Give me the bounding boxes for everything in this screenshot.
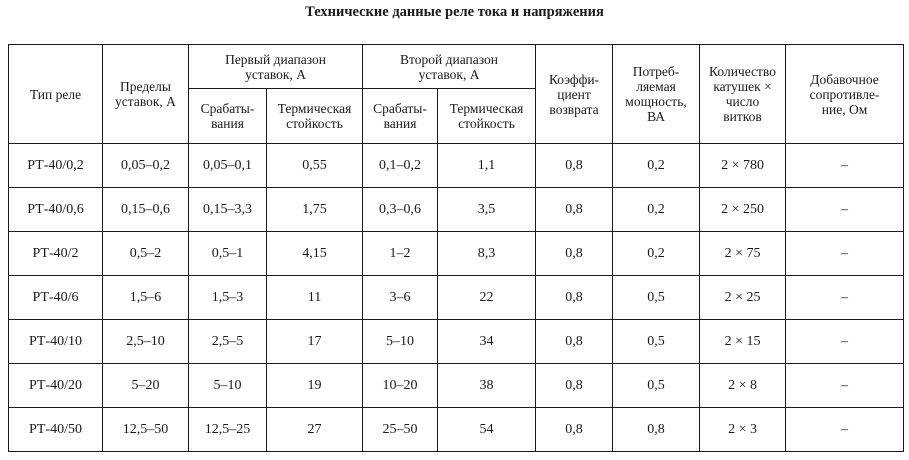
- table-row: [9, 408, 904, 452]
- table-cell: 0,05–0,2: [103, 144, 189, 188]
- header-coils-turns: Количество катушек × число витков: [700, 45, 786, 144]
- table-cell: 12,5–50: [103, 408, 189, 452]
- header-additional-resistance: Добавочное сопротивле- ние, Ом: [786, 45, 904, 144]
- table-cell: РТ-40/0,6: [9, 188, 103, 232]
- table-cell: 25–50: [363, 408, 438, 452]
- table-cell: 10–20: [363, 364, 438, 408]
- table-cell: 2 × 780: [700, 144, 786, 188]
- table-cell: 0,8: [536, 144, 613, 188]
- table-cell: –: [786, 408, 904, 452]
- table-cell: 0,8: [536, 364, 613, 408]
- table-row: [9, 320, 904, 364]
- table-cell: 1,5–6: [103, 276, 189, 320]
- table-cell: 0,3–0,6: [363, 188, 438, 232]
- table-row: [9, 188, 904, 232]
- table-cell: 1–2: [363, 232, 438, 276]
- table-cell: 3–6: [363, 276, 438, 320]
- table-cell: 0,5: [613, 320, 700, 364]
- table-cell: 5–10: [363, 320, 438, 364]
- table-body: [9, 144, 904, 452]
- table-cell: 17: [267, 320, 363, 364]
- table-cell: 0,8: [536, 408, 613, 452]
- header-relay-type: Тип реле: [9, 45, 103, 144]
- table-cell: 4,15: [267, 232, 363, 276]
- header-first-range-thermal: Термическая стойкость: [267, 89, 363, 144]
- table-cell: 2 × 25: [700, 276, 786, 320]
- table-row: [9, 144, 904, 188]
- table-cell: 27: [267, 408, 363, 452]
- header-second-range-trip: Срабаты- вания: [363, 89, 438, 144]
- relay-data-table: [8, 44, 904, 452]
- table-cell: 0,2: [613, 188, 700, 232]
- table-cell: 0,8: [536, 232, 613, 276]
- table-cell: 2 × 8: [700, 364, 786, 408]
- table-cell: 2 × 15: [700, 320, 786, 364]
- table-cell: 0,15–0,6: [103, 188, 189, 232]
- table-cell: 0,8: [536, 320, 613, 364]
- table-cell: 8,3: [438, 232, 536, 276]
- table-cell: 2,5–10: [103, 320, 189, 364]
- table-cell: 11: [267, 276, 363, 320]
- table-cell: 0,8: [536, 188, 613, 232]
- table-row: [9, 276, 904, 320]
- table-cell: РТ-40/50: [9, 408, 103, 452]
- table-cell: 1,1: [438, 144, 536, 188]
- table-cell: 0,55: [267, 144, 363, 188]
- header-first-range-trip: Срабаты- вания: [189, 89, 267, 144]
- table-cell: –: [786, 276, 904, 320]
- table-cell: 12,5–25: [189, 408, 267, 452]
- table-cell: РТ-40/2: [9, 232, 103, 276]
- table-cell: –: [786, 144, 904, 188]
- header-second-range-thermal: Термическая стойкость: [438, 89, 536, 144]
- table-cell: 0,8: [613, 408, 700, 452]
- table-cell: 1,5–3: [189, 276, 267, 320]
- table-cell: 2 × 3: [700, 408, 786, 452]
- table-cell: РТ-40/6: [9, 276, 103, 320]
- table-cell: 0,15–3,3: [189, 188, 267, 232]
- table-row: [9, 232, 904, 276]
- table-cell: 38: [438, 364, 536, 408]
- header-return-coefficient: Коэффи- циент возврата: [536, 45, 613, 144]
- table-cell: –: [786, 364, 904, 408]
- table-cell: 34: [438, 320, 536, 364]
- table-cell: 2 × 250: [700, 188, 786, 232]
- table-cell: 5–20: [103, 364, 189, 408]
- table-cell: РТ-40/10: [9, 320, 103, 364]
- table-cell: 54: [438, 408, 536, 452]
- header-second-range: Второй диапазон уставок, А: [363, 45, 536, 89]
- table-cell: 0,5: [613, 276, 700, 320]
- table-cell: –: [786, 232, 904, 276]
- header-power-consumption: Потреб- ляемая мощность, ВА: [613, 45, 700, 144]
- table-cell: РТ-40/20: [9, 364, 103, 408]
- table-cell: 0,05–0,1: [189, 144, 267, 188]
- table-cell: –: [786, 320, 904, 364]
- table-cell: 0,2: [613, 232, 700, 276]
- table-cell: 0,1–0,2: [363, 144, 438, 188]
- table-cell: 3,5: [438, 188, 536, 232]
- table-cell: 5–10: [189, 364, 267, 408]
- table-cell: 0,5: [613, 364, 700, 408]
- table-cell: 19: [267, 364, 363, 408]
- table-cell: –: [786, 188, 904, 232]
- header-first-range: Первый диапазон уставок, А: [189, 45, 363, 89]
- table-cell: 0,8: [536, 276, 613, 320]
- table-row: [9, 364, 904, 408]
- table-cell: 22: [438, 276, 536, 320]
- page-title: Технические данные реле тока и напряжения: [305, 4, 604, 20]
- table-cell: РТ-40/0,2: [9, 144, 103, 188]
- table-cell: 2 × 75: [700, 232, 786, 276]
- table-cell: 2,5–5: [189, 320, 267, 364]
- table-cell: 0,2: [613, 144, 700, 188]
- header-setting-limits: Пределы уставок, А: [103, 45, 189, 144]
- table-cell: 0,5–2: [103, 232, 189, 276]
- table-cell: 1,75: [267, 188, 363, 232]
- table-cell: 0,5–1: [189, 232, 267, 276]
